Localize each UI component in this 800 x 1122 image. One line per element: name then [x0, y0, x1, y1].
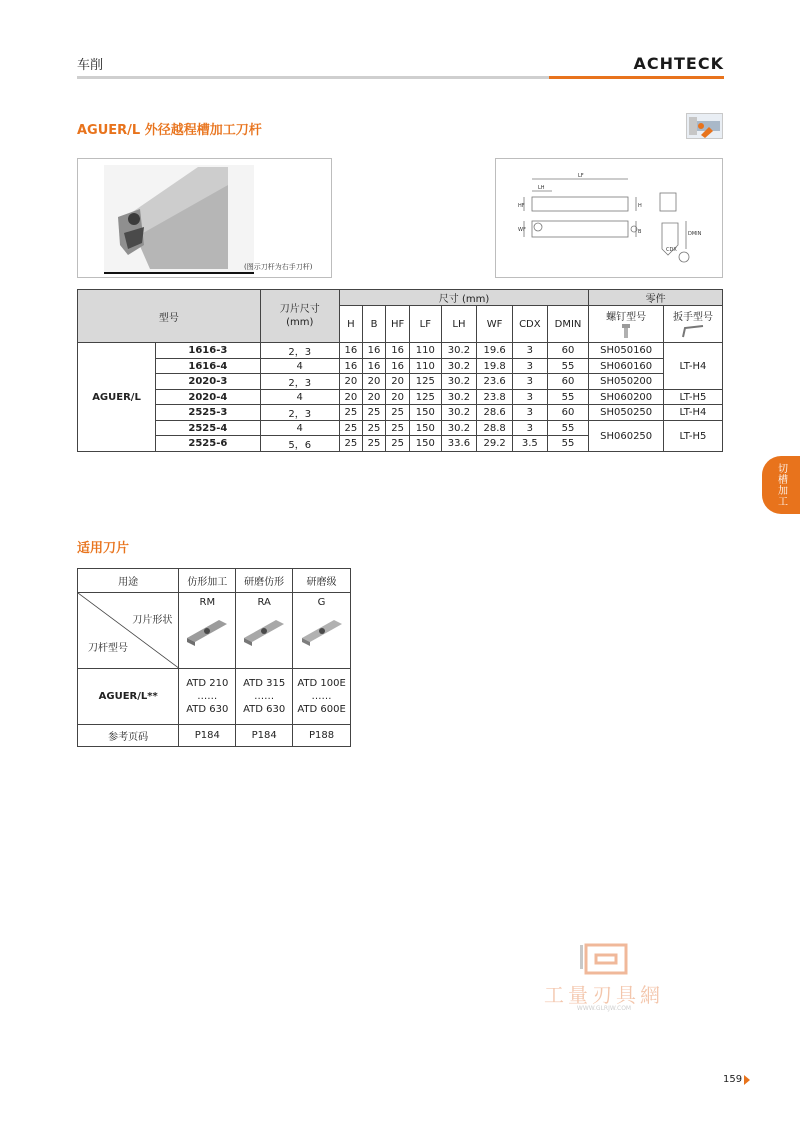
size-cell: 4: [260, 359, 339, 374]
dimension-drawing: [495, 158, 723, 278]
model-cell: 2525-6: [156, 436, 261, 452]
table-row: [78, 405, 723, 421]
header-profiling: 仿形加工: [179, 569, 236, 593]
dim-cell: 29.2: [477, 436, 513, 452]
model-cell: 1616-4: [156, 359, 261, 374]
dim-cell: 3: [512, 343, 547, 359]
watermark-url: WWW.GLRJW.COM: [576, 1005, 632, 1012]
header-dim-h: H: [339, 306, 362, 343]
range-from: ATD 315: [243, 678, 286, 689]
range-to: ATD 630: [186, 704, 229, 715]
insert-code: RA: [257, 597, 271, 608]
model-cell: 2020-3: [156, 374, 261, 390]
dim-cell: 16: [386, 359, 410, 374]
range-from: ATD 210: [186, 678, 229, 689]
dim-cell: 20: [386, 390, 410, 405]
dim-cell: 25: [386, 436, 410, 452]
page-title: AGUER/L 外径越程槽加工刀杆: [77, 123, 262, 138]
dim-cell: 16: [339, 359, 362, 374]
wrench-cell: LT-H5: [663, 390, 722, 405]
insert-code: RM: [199, 597, 216, 608]
table-row: [78, 343, 723, 359]
insert-ra-image: [240, 608, 288, 648]
dim-cell: 110: [410, 343, 442, 359]
dim-cell: 55: [547, 421, 589, 436]
insert-range: [293, 669, 351, 725]
dim-cell: 25: [362, 405, 385, 421]
header-dim-hf: HF: [386, 306, 410, 343]
header-screw: [589, 306, 664, 343]
ref-page-label: 参考页码: [78, 725, 179, 747]
label-wf: WF: [518, 227, 526, 233]
table-row: [78, 374, 723, 390]
dim-cell: 55: [547, 390, 589, 405]
size-cell: 4: [260, 390, 339, 405]
chapter-side-tab[interactable]: [762, 456, 800, 514]
model-cell: 2525-3: [156, 405, 261, 421]
brand-logo: ACHTECK: [633, 54, 724, 73]
header-divider: [77, 76, 549, 79]
range-from: ATD 100E: [297, 678, 346, 689]
photo-caption: (图示刀杆为右手刀杆): [244, 263, 313, 271]
dim-cell: 28.8: [477, 421, 513, 436]
model-cell: 2020-4: [156, 390, 261, 405]
dim-cell: 25: [339, 436, 362, 452]
dim-cell: 30.2: [441, 421, 477, 436]
model-cell: 2525-4: [156, 421, 261, 436]
dim-cell: 30.2: [441, 374, 477, 390]
dim-cell: 55: [547, 359, 589, 374]
header-ground-grade: 研磨级: [293, 569, 351, 593]
header-dim-lh: LH: [441, 306, 477, 343]
dim-cell: 30.2: [441, 390, 477, 405]
wrench-cell: LT-H5: [663, 421, 722, 452]
header-accent-divider: [549, 76, 724, 79]
next-page-arrow-icon[interactable]: [744, 1075, 750, 1085]
wrench-icon: [680, 323, 706, 339]
size-cell: 2，3: [260, 374, 339, 390]
label-b: B: [638, 229, 642, 235]
header-dim-lf: LF: [410, 306, 442, 343]
header-dim-wf: WF: [477, 306, 513, 343]
dim-cell: 30.2: [441, 359, 477, 374]
label-h: H: [638, 203, 642, 209]
section-label: 车削: [77, 58, 104, 73]
dim-cell: 20: [386, 374, 410, 390]
dim-cell: 20: [339, 374, 362, 390]
tool-holder-photo: [77, 158, 332, 278]
insert-g-image: [298, 608, 346, 648]
wrench-cell: LT-H4: [663, 343, 722, 390]
dim-cell: 16: [339, 343, 362, 359]
grooving-operation-icon: [686, 113, 723, 139]
size-cell: 4: [260, 421, 339, 436]
dim-cell: 125: [410, 390, 442, 405]
table-row: [78, 421, 723, 436]
dim-cell: 150: [410, 421, 442, 436]
dim-cell: 19.6: [477, 343, 513, 359]
label-lh: LH: [538, 185, 545, 191]
header-blade-size: 刀片尺寸 (mm): [260, 290, 339, 343]
dim-cell: 125: [410, 374, 442, 390]
watermark: [536, 943, 672, 1015]
screw-cell: SH050160: [589, 343, 664, 359]
holder-model: AGUER/L**: [78, 669, 179, 725]
ref-page[interactable]: P184: [236, 725, 293, 747]
dim-cell: 25: [362, 421, 385, 436]
tool-holder-image: [78, 159, 331, 277]
dim-cell: 3: [512, 421, 547, 436]
screw-cell: SH060250: [589, 421, 664, 452]
range-dots: ……: [254, 691, 275, 702]
dim-cell: 30.2: [441, 405, 477, 421]
dim-cell: 25: [362, 436, 385, 452]
range-to: ATD 630: [243, 704, 286, 715]
size-cell: 5，6: [260, 436, 339, 452]
dim-cell: 20: [362, 374, 385, 390]
dim-cell: 20: [339, 390, 362, 405]
insert-table: [77, 568, 351, 747]
screw-cell: SH060200: [589, 390, 664, 405]
watermark-logo-icon: [536, 943, 672, 979]
label-cdx: CDX: [666, 247, 677, 253]
label-hf: HF: [518, 203, 525, 209]
screw-cell: SH050200: [589, 374, 664, 390]
table-row: [78, 390, 723, 405]
dim-cell: 25: [386, 405, 410, 421]
dim-cell: 30.2: [441, 343, 477, 359]
dim-cell: 60: [547, 374, 589, 390]
dim-cell: 150: [410, 436, 442, 452]
dim-cell: 23.8: [477, 390, 513, 405]
header-dim-cdx: CDX: [512, 306, 547, 343]
insert-code: G: [317, 597, 326, 608]
screw-cell: SH060160: [589, 359, 664, 374]
dimension-diagram: [496, 159, 722, 277]
header-dim-dmin: DMIN: [547, 306, 589, 343]
dim-cell: 23.6: [477, 374, 513, 390]
page-number: 159: [723, 1074, 743, 1085]
diagonal-header-cell: [78, 593, 179, 669]
dim-cell: 16: [362, 359, 385, 374]
dim-cell: 16: [386, 343, 410, 359]
dim-cell: 150: [410, 405, 442, 421]
insert-cell-rm: [179, 593, 236, 669]
dim-cell: 60: [547, 405, 589, 421]
dim-cell: 25: [339, 405, 362, 421]
size-cell: 2，3: [260, 343, 339, 359]
dim-cell: 55: [547, 436, 589, 452]
dim-cell: 3: [512, 405, 547, 421]
header-wrench-label: 扳手型号: [672, 312, 713, 323]
label-lf: LF: [578, 173, 584, 179]
range-to: ATD 600E: [297, 704, 346, 715]
dim-cell: 110: [410, 359, 442, 374]
diagonal-line: [78, 593, 180, 669]
insert-rm-image: [183, 608, 231, 648]
insert-range: [236, 669, 293, 725]
range-dots: ……: [197, 691, 218, 702]
label-dmin: DMIN: [688, 231, 702, 237]
header-parts: 零件: [589, 290, 723, 306]
dim-cell: 60: [547, 343, 589, 359]
dim-cell: 3: [512, 390, 547, 405]
header-dim-b: B: [362, 306, 385, 343]
dim-cell: 16: [362, 343, 385, 359]
header-usage: 用途: [78, 569, 179, 593]
wrench-cell: LT-H4: [663, 405, 722, 421]
dim-cell: 25: [339, 421, 362, 436]
insert-cell-ra: [236, 593, 293, 669]
header-wrench: [663, 306, 722, 343]
screw-cell: SH050250: [589, 405, 664, 421]
size-cell: 2，3: [260, 405, 339, 421]
spec-table: [77, 289, 723, 452]
dim-cell: 3: [512, 374, 547, 390]
dim-cell: 3.5: [512, 436, 547, 452]
dim-cell: 20: [362, 390, 385, 405]
dim-cell: 28.6: [477, 405, 513, 421]
range-dots: ……: [311, 691, 332, 702]
dim-cell: 33.6: [441, 436, 477, 452]
header-screw-label: 螺钉型号: [606, 312, 647, 323]
insert-cell-g: [293, 593, 351, 669]
dim-cell: 3: [512, 359, 547, 374]
header-ground-profiling: 研磨仿形: [236, 569, 293, 593]
ref-page[interactable]: P188: [293, 725, 351, 747]
dim-cell: 25: [386, 421, 410, 436]
insert-range: [179, 669, 236, 725]
series-cell: AGUER/L: [78, 343, 156, 452]
insert-section-title: 适用刀片: [77, 541, 130, 556]
table-row: [78, 359, 723, 374]
holder-model-label: 刀杆型号: [88, 643, 128, 654]
dim-cell: 19.8: [477, 359, 513, 374]
insert-shape-label: 刀片形状: [132, 615, 173, 626]
watermark-text: 工量刃具網: [544, 983, 664, 1007]
screw-icon: [619, 323, 633, 339]
side-tab-label: 切槽加工: [778, 464, 788, 508]
header-dimensions: 尺寸 (mm): [339, 290, 589, 306]
model-cell: 1616-3: [156, 343, 261, 359]
ref-page[interactable]: P184: [179, 725, 236, 747]
header-model: 型号: [78, 290, 261, 343]
